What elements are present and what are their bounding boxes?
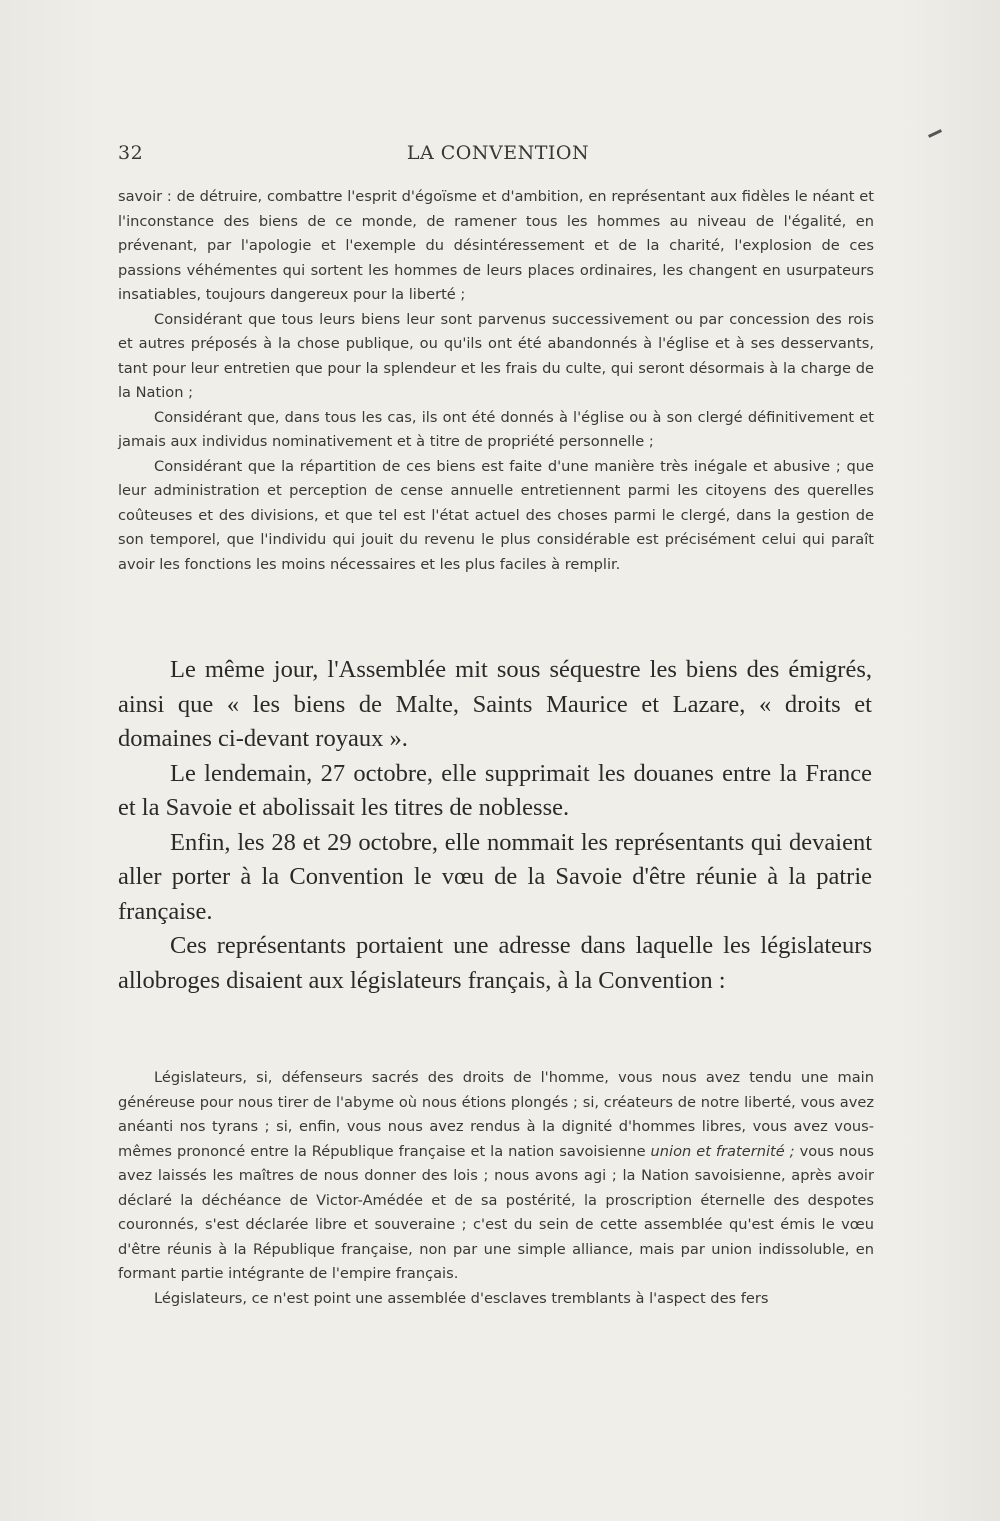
address-paragraph: [118, 1066, 874, 1287]
address-italic-phrase: union et fraternité ;: [650, 1142, 795, 1160]
decree-paragraph: savoir : de détruire, combattre l'esprit d'égoïsme et d'ambition, en représentant aux fidèles le néant et l'inconstance des biens de ce monde, de ramener tous les hommes au niveau de l'égalité, en prévenant, par l'apologie et l'exemple du désintéressement et de la charité, l'explosion de ces passions véhémentes qui sortent les hommes de leurs places ordinaires, les changent en usurpateurs insatiables, toujours dangereux pour la liberté ;: [118, 188, 874, 303]
decree-paragraph: Considérant que, dans tous les cas, ils ont été donnés à l'église ou à son clergé définitivement et jamais aux individus nominativement et à titre de propriété personnelle ;: [118, 408, 874, 450]
narrative-paragraph: Le lendemain, 27 octobre, elle supprimait les douanes entre la France et la Savoie et abolissait les titres de noblesse.: [118, 759, 872, 821]
decree-paragraph: Considérant que la répartition de ces biens est faite d'une manière très inégale et abusive ; que leur administration et perception de cense annuelle entretiennent parmi les citoyens des querelles coûteuses et des divisions, et que tel est l'état actuel des choses parmi le clergé, dans la gestion de son temporel, que l'individu qui jouit du revenu le plus considérable est précisément celui qui paraît avoir les fonctions les moins nécessaires et les plus faciles à remplir.: [118, 457, 874, 573]
running-title: LA CONVENTION: [406, 142, 590, 164]
narrative-paragraph: Ces représentants portaient une adresse dans laquelle les législateurs allobroges disaient aux législateurs français, à la Convention :: [118, 932, 872, 994]
address-quote-block: [118, 1066, 874, 1311]
page-header: [118, 142, 878, 168]
address-text: Législateurs, si, défenseurs sacrés des droits de l'homme, vous nous avez tendu une main généreuse pour nous tirer de l'abyme où nous étions plongés ; si, créateurs de notre liberté, vous avez anéanti nos tyrans ; si, enfin, vous nous avez rendus à la dignité d'hommes libres, vous avez vous-mêmes prononcé entre la République française et la nation savoisienne: [118, 1069, 874, 1160]
narrative-text-block: [118, 653, 872, 998]
address-text: vous nous avez laissés les maîtres de nous donner des lois ; nous avons agi ; la Nation savoisienne, après avoir déclaré la déchéance de Victor-Amédée et de sa postérité, la proscription éternelle des despotes couronnés, s'est déclarée libre et souveraine ; c'est du sein de cette assemblée qu'est émis le vœu d'être réunis à la République française, non par une simple alliance, mais par union indissoluble, en formant partie intégrante de l'empire français.: [118, 1142, 875, 1282]
margin-ink-mark: [928, 129, 942, 138]
narrative-paragraph: Le même jour, l'Assemblée mit sous séquestre les biens des émigrés, ainsi que « les biens de Malte, Saints Maurice et Lazare, « droits et domaines ci-devant royaux ».: [118, 656, 872, 752]
decree-paragraph: Considérant que tous leurs biens leur sont parvenus successivement ou par concession des rois et autres préposés à la chose publique, ou qu'ils ont été abandonnés à l'église et à ses desservants, tant pour leur entretien que pour la splendeur et les frais du culte, qui seront désormais à la charge de la Nation ;: [118, 310, 874, 401]
narrative-paragraph: Enfin, les 28 et 29 octobre, elle nommait les représentants qui devaient aller porter à la Convention le vœu de la Savoie d'être réunie à la patrie française.: [118, 828, 872, 925]
address-paragraph: Législateurs, ce n'est point une assemblée d'esclaves tremblants à l'aspect des fers: [154, 1289, 769, 1307]
decree-text-block: [118, 185, 874, 577]
page-number: 32: [118, 142, 144, 164]
